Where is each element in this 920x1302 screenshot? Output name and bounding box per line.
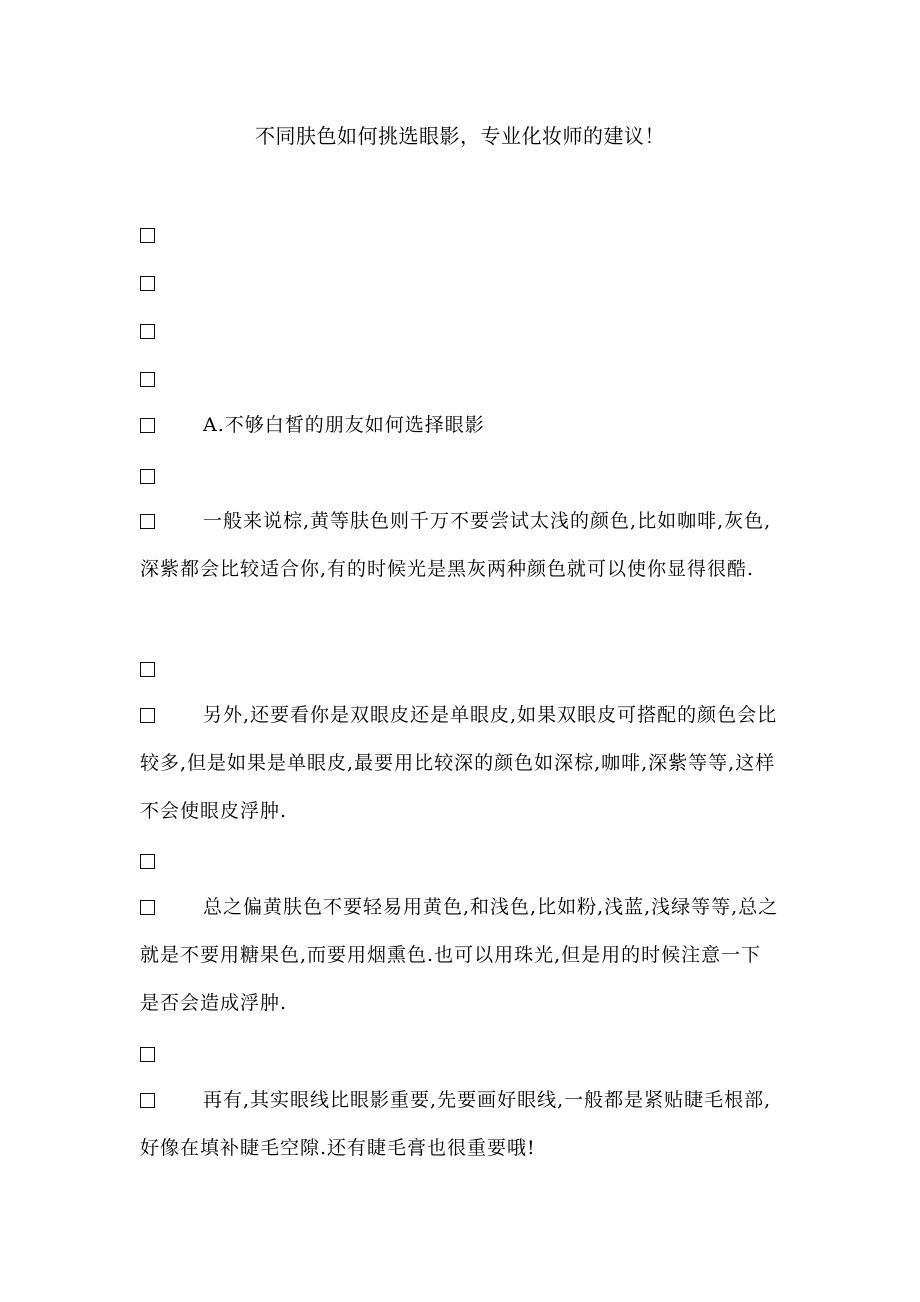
empty-paragraph <box>140 307 780 355</box>
paragraph-text: 再有,其实眼线比眼影重要,先要画好眼线,一般都是紧贴睫毛根部,好像在填补睫毛空隙.还有睫毛膏也很重要哦! <box>140 1089 772 1159</box>
paragraph-text: 总之偏黄肤色不要轻易用黄色,和浅色,比如粉,浅蓝,浅绿等等,总之就是不要用糖果色,而要用烟熏色.也可以用珠光,但是用的时候注意一下是否会造成浮肿. <box>140 896 779 1014</box>
empty-paragraph <box>140 211 780 259</box>
checkbox-glyph-icon <box>140 662 155 677</box>
checkbox-glyph-icon <box>140 372 155 387</box>
body-paragraph <box>140 883 780 1027</box>
empty-paragraph <box>140 355 780 403</box>
checkbox-glyph-icon <box>140 514 155 529</box>
checkbox-glyph-icon <box>140 854 155 869</box>
checkbox-glyph-icon <box>140 900 155 915</box>
checkbox-glyph-icon <box>140 276 155 291</box>
section-heading <box>140 401 780 449</box>
checkbox-glyph-icon <box>140 324 155 339</box>
checkbox-glyph-icon <box>140 228 155 243</box>
paragraph-text: 另外,还要看你是双眼皮还是单眼皮,如果双眼皮可搭配的颜色会比较多,但是如果是单眼皮,最要用比较深的颜色如深棕,咖啡,深紫等等,这样不会使眼皮浮肿. <box>140 704 778 822</box>
empty-paragraph <box>140 837 780 885</box>
body-paragraph <box>140 497 780 593</box>
checkbox-glyph-icon <box>140 708 155 723</box>
empty-paragraph <box>140 1030 780 1078</box>
checkbox-glyph-icon <box>140 1093 155 1108</box>
body-paragraph <box>140 1076 780 1172</box>
empty-paragraph <box>140 452 780 500</box>
checkbox-glyph-icon <box>140 469 155 484</box>
checkbox-glyph-icon <box>140 1047 155 1062</box>
document-title: 不同肤色如何挑选眼影，专业化妆师的建议！ <box>255 124 665 148</box>
body-paragraph <box>140 691 780 835</box>
checkbox-glyph-icon <box>140 418 155 433</box>
empty-paragraph <box>140 645 780 693</box>
empty-paragraph <box>140 259 780 307</box>
paragraph-text: 一般来说棕,黄等肤色则千万不要尝试太浅的颜色,比如咖啡,灰色,深紫都会比较适合你,有的时候光是黑灰两种颜色就可以使你显得很酷. <box>140 510 772 580</box>
section-heading-text: A.不够白皙的朋友如何选择眼影 <box>203 414 485 436</box>
